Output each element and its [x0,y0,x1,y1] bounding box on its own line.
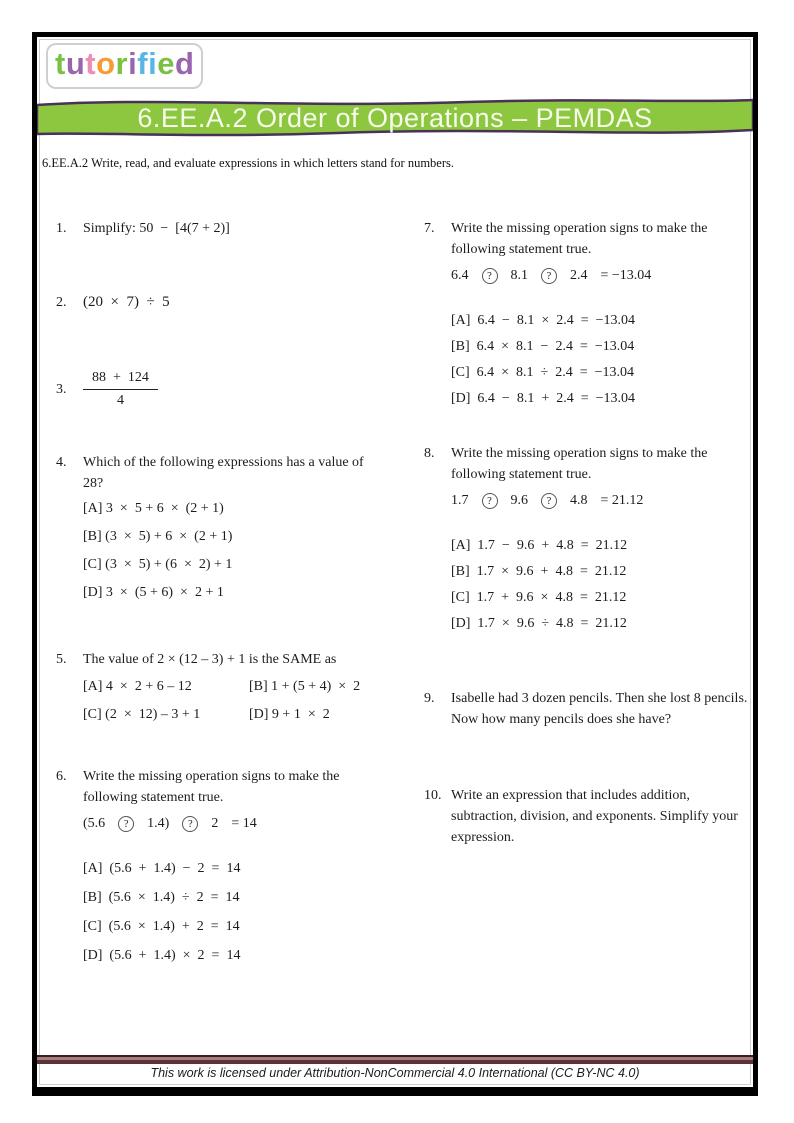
option: [A] (5.6 + 1.4) − 2 = 14 [83,861,241,876]
statement-part: 2.4 [570,268,588,283]
options-list [83,860,381,965]
option: [C] (5.6 × 1.4) + 2 = 14 [83,919,240,934]
logo-letter: t [85,46,97,81]
options-grid [83,678,393,734]
options-list [83,500,381,602]
logo-letter: u [65,46,86,81]
question-7 [424,218,749,416]
circled-question-mark-icon: ? [182,816,198,832]
logo-letter: f [137,46,149,81]
question-number: 5. [56,652,67,667]
option: [C] 1.7 + 9.6 × 4.8 = 21.12 [451,590,627,605]
question-number: 7. [424,221,435,236]
option: [D] 6.4 − 8.1 + 2.4 = −13.04 [451,391,636,406]
option: [C] (2 × 12) – 3 + 1 [83,707,201,722]
circled-question-mark-icon: ? [482,268,498,284]
options-list [451,312,749,408]
option: [B] 6.4 × 8.1 − 2.4 = −13.04 [451,339,635,354]
circled-question-mark-icon: ? [482,493,498,509]
question-number: 2. [56,295,67,310]
statement-part: = −13.04 [600,268,652,283]
question-number: 3. [56,382,67,397]
question-6 [56,766,381,976]
statement-part: 2 [211,816,219,831]
page-title: 6.EE.A.2 Order of Operations – PEMDAS [137,103,653,133]
tutorified-logo [46,43,203,89]
footer-divider [37,1055,753,1064]
fraction-denominator: 4 [116,393,124,408]
question-number: 10. [424,788,442,803]
option: [A] 6.4 − 8.1 × 2.4 = −13.04 [451,313,636,328]
circled-question-mark-icon: ? [541,493,557,509]
question-text: Which of the following expressions has a value of 28? [83,455,364,491]
option: [B] (5.6 × 1.4) ÷ 2 = 14 [83,890,240,905]
question-1 [56,218,381,239]
logo-letter: e [157,46,175,81]
options-list [451,537,749,633]
question-number: 4. [56,455,67,470]
statement-part: 1.4) [147,816,170,831]
question-3 [56,370,158,409]
question-text: Write the missing operation signs to make the following statement true. [451,221,708,257]
circled-question-mark-icon: ? [541,268,557,284]
question-text: Isabelle had 3 dozen pencils. Then she lost 8 pencils. Now how many pencils does she have? [451,691,748,727]
question-number: 9. [424,691,435,706]
standard-description: 6.EE.A.2 Write, read, and evaluate expressions in which letters stand for numbers. [42,156,454,170]
logo-letter: t [55,46,66,81]
fraction-expression [83,370,158,409]
option: [D] 1.7 × 9.6 ÷ 4.8 = 21.12 [451,616,627,631]
logo-letter: d [174,46,195,81]
statement-with-blanks [451,265,749,286]
title-banner [37,93,753,143]
statement-part: = 21.12 [600,493,644,508]
question-text: (20 × 7) ÷ 5 [83,294,170,310]
question-number: 6. [56,769,67,784]
question-text: Write the missing operation signs to make the following statement true. [83,769,340,805]
question-text: The value of 2 × (12 – 3) + 1 is the SAME as [83,652,337,667]
question-10 [424,785,749,848]
question-8 [424,443,749,641]
statement-part: 6.4 [451,268,469,283]
option: [A] 4 × 2 + 6 – 12 [83,679,192,694]
statement-part: 9.6 [510,493,528,508]
statement-part: = 14 [231,816,257,831]
question-text: Write the missing operation signs to make the following statement true. [451,446,708,482]
option: [D] 3 × (5 + 6) × 2 + 1 [83,585,224,600]
question-text: Write an expression that includes addition, subtraction, division, and exponents. Simplify your expression. [451,788,738,845]
question-4 [56,452,381,612]
logo-letter: r [115,46,129,81]
option: [B] 1.7 × 9.6 + 4.8 = 21.12 [451,564,627,579]
option: [A] 1.7 − 9.6 + 4.8 = 21.12 [451,538,628,553]
logo-letter: o [96,46,116,81]
statement-part: 4.8 [570,493,588,508]
option: [D] (5.6 + 1.4) × 2 = 14 [83,948,241,963]
statement-with-blanks [451,490,749,511]
option: [B] 1 + (5 + 4) × 2 [249,679,361,694]
question-5 [56,649,393,734]
question-number: 8. [424,446,435,461]
logo-letter: i [148,46,158,81]
statement-part: 1.7 [451,493,469,508]
footer-license-text: This work is licensed under Attribution-NonCommercial 4.0 International (CC BY-NC 4.0) [150,1066,640,1080]
option: [C] (3 × 5) + (6 × 2) + 1 [83,557,233,572]
option: [D] 9 + 1 × 2 [249,707,330,722]
logo-letter: i [128,46,138,81]
statement-with-blanks [83,813,381,834]
fraction-numerator: 88 + 124 [83,370,158,390]
option: [B] (3 × 5) + 6 × (2 + 1) [83,529,233,544]
question-text: Simplify: 50 − [4(7 + 2)] [83,221,230,236]
statement-part: 8.1 [510,268,528,283]
question-2 [56,292,381,313]
option: [A] 3 × 5 + 6 × (2 + 1) [83,501,224,516]
question-number: 1. [56,221,67,236]
question-9 [424,688,749,730]
option: [C] 6.4 × 8.1 ÷ 2.4 = −13.04 [451,365,635,380]
circled-question-mark-icon: ? [118,816,134,832]
statement-part: (5.6 [83,816,106,831]
